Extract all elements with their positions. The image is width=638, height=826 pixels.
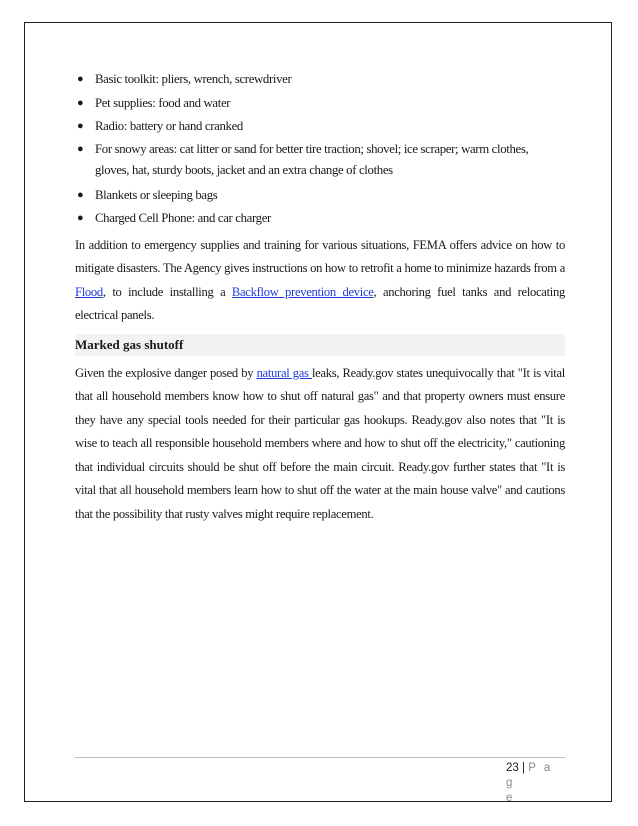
page-label-wrap: e [506, 792, 515, 804]
bullet-icon: ● [77, 120, 84, 132]
page-content [75, 68, 565, 526]
backflow-prevention-link[interactable]: Backflow prevention device [231, 284, 374, 299]
list-item: ● Charged Cell Phone: and car charger [75, 207, 565, 231]
section-heading: Marked gas shutoff [75, 334, 565, 356]
list-item: ● Pet supplies: food and water [75, 92, 565, 116]
bullet-icon: ● [77, 73, 84, 85]
list-item: ● Basic toolkit: pliers, wrench, screwdriver [75, 68, 565, 92]
bullet-icon: ● [77, 212, 84, 224]
list-item: ● Radio: battery or hand cranked [75, 115, 565, 139]
gas-shutoff-paragraph: Given the explosive danger posed by natural gas leaks, Ready.gov states unequivocally that "It is vital that all household members know how to shut off natural gas" and that property owners must ensure they have any special tools needed for their particular gas hookups. Ready.gov also notes that "It is wise to teach all responsible household members where and how to shut off the electricity," cautioning that individual circuits should be shut off before the main circuit. Ready.gov further states that "It is vital that all household members learn how to shut off the water at the main house valve" and cautions that the possibility that rusty valves might require replacement. [75, 365, 565, 521]
natural-gas-link[interactable]: natural gas [256, 365, 312, 380]
bullet-icon: ● [77, 142, 84, 155]
page-label: P a g [506, 762, 553, 789]
bullet-icon: ● [77, 96, 84, 109]
list-item: ● Blankets or sleeping bags [75, 184, 565, 208]
fema-advice-paragraph: In addition to emergency supplies and training for various situations, FEMA offers advice on how to mitigate disasters. The Agency gives instructions on how to retrofit a home to minimize hazards from a Flood, to include installing a Backflow prevention device, anchoring fuel tanks and relocating electrical panels. [75, 237, 565, 322]
footer-divider [75, 757, 565, 758]
bullet-icon: ● [77, 188, 84, 201]
list-item: ● For snowy areas: cat litter or sand for better tire traction; shovel; ice scraper; warm clothes, gloves, hat, sturdy boots, jacket and an extra change of clothes [75, 139, 565, 182]
footer-separator: | [518, 762, 529, 774]
supply-list [75, 68, 565, 231]
flood-link[interactable]: Flood [75, 284, 103, 299]
page-number: 23 [506, 762, 519, 774]
page-footer [506, 761, 564, 806]
